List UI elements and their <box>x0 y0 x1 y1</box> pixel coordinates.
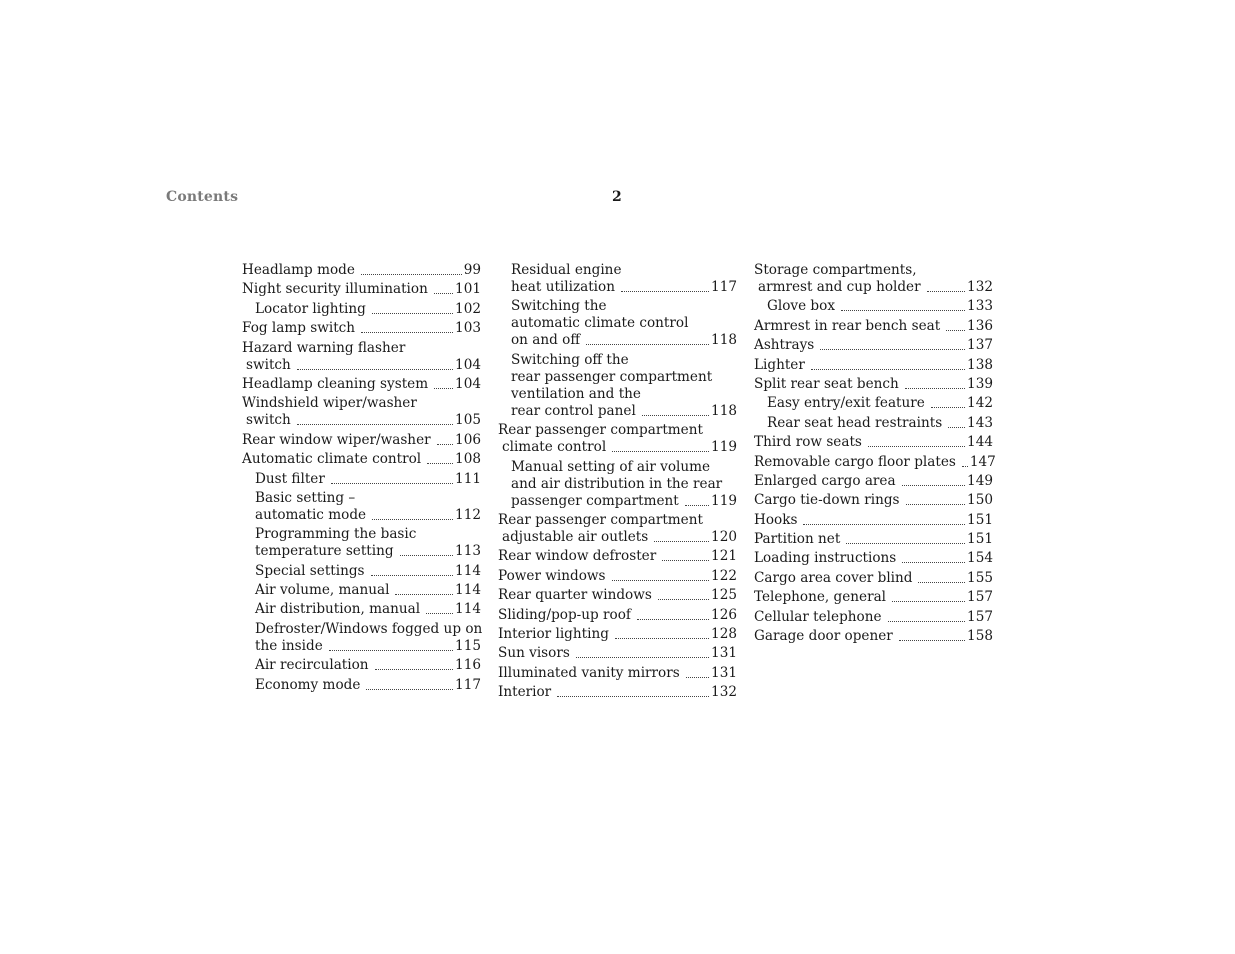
toc-entry <box>754 609 993 626</box>
toc-entry <box>754 492 993 509</box>
dot-leader <box>946 330 965 331</box>
toc-entry-page: 116 <box>455 657 481 674</box>
toc-entry-title: Storage compartments, <box>754 262 917 278</box>
toc-entry <box>242 563 481 580</box>
toc-entry-page: 147 <box>969 453 996 470</box>
toc-entry-title: Dust filter <box>255 470 325 487</box>
toc-entry-page: 142 <box>967 395 993 412</box>
toc-entry-page: 105 <box>455 412 481 429</box>
toc-entry-line <box>511 279 737 296</box>
toc-entry-line <box>255 621 481 638</box>
toc-entry-title: rear passenger compartment <box>511 368 713 385</box>
toc-entry-title: Fog lamp switch <box>242 320 356 337</box>
dot-leader <box>662 560 709 561</box>
toc-entry-line <box>754 531 993 548</box>
toc-entry-line <box>511 262 737 279</box>
dot-leader <box>400 555 453 556</box>
toc-entry <box>498 684 737 701</box>
toc-entry <box>242 262 481 279</box>
toc-entry-title: passenger compartment <box>511 492 679 509</box>
toc-entry-title: Sun visors <box>498 645 570 662</box>
toc-entry-line <box>511 298 737 315</box>
dot-leader <box>426 613 453 614</box>
toc-entry-title: Power windows <box>498 567 606 584</box>
dot-leader <box>948 427 965 428</box>
toc-entry-line <box>498 512 737 529</box>
toc-entry-title: rear control panel <box>511 402 636 419</box>
toc-entry-page: 119 <box>711 439 737 456</box>
toc-entry-page: 143 <box>967 414 993 431</box>
toc-entry-title: switch <box>246 356 291 373</box>
toc-entry-title: Night security illumination <box>242 281 428 298</box>
toc-entry-page: 131 <box>711 645 737 662</box>
toc-entry-title: Sliding/pop-up roof <box>498 606 631 623</box>
toc-entry-page: 117 <box>711 279 737 295</box>
toc-entry <box>242 320 481 337</box>
toc-entry-line <box>511 386 737 403</box>
toc-entry <box>754 550 993 567</box>
toc-entry-page: 133 <box>967 298 993 315</box>
toc-entry-page: 114 <box>455 601 481 618</box>
toc-entry-line <box>242 357 481 374</box>
toc-entry-title: Illuminated vanity mirrors <box>498 664 680 681</box>
toc-entry-title: automatic mode <box>255 506 367 523</box>
toc-entry-page: 126 <box>711 606 737 623</box>
toc-entry-line <box>767 415 993 432</box>
page-number: 2 <box>612 189 622 205</box>
toc-entry-line <box>242 320 481 337</box>
toc-entry-page: 125 <box>711 587 737 604</box>
toc-entry-title: Switching the <box>511 298 607 315</box>
toc-entry-page: 113 <box>455 543 481 560</box>
toc-entry-page: 149 <box>967 472 993 489</box>
toc-entry-title: Air distribution, manual <box>255 601 421 618</box>
toc-entry-line <box>754 357 993 374</box>
dot-leader <box>395 594 453 595</box>
toc-entry <box>754 512 993 529</box>
toc-entry-title: Defroster/Windows fogged up on <box>255 620 483 637</box>
dot-leader <box>366 689 453 690</box>
toc-entry-title: Rear seat head restraints <box>767 414 943 431</box>
toc-entry-page: 128 <box>711 625 737 642</box>
toc-entry <box>754 262 993 296</box>
toc-entry-line <box>754 318 993 335</box>
dot-leader <box>642 415 709 416</box>
toc-entry-page: 112 <box>455 506 481 523</box>
toc-entry-line <box>255 526 481 543</box>
dot-leader <box>902 485 965 486</box>
dot-leader <box>927 291 965 292</box>
toc-entry-line <box>754 434 993 451</box>
toc-entry-page: 119 <box>711 492 737 509</box>
dot-leader <box>637 619 709 620</box>
toc-entry-page: 106 <box>455 431 481 448</box>
toc-entry-page: 138 <box>967 356 993 373</box>
dot-leader <box>375 669 453 670</box>
toc-entry-title: Manual setting of air volume <box>511 458 711 475</box>
toc-entry-title: automatic climate control <box>511 315 689 332</box>
toc-entry-title: Switching off the <box>511 351 629 368</box>
dot-leader <box>811 369 965 370</box>
dot-leader <box>902 562 965 563</box>
toc-entry-line <box>498 684 737 701</box>
toc-entry-title: the inside <box>255 637 323 654</box>
toc-entry-title: Special settings <box>255 562 365 579</box>
toc-entry-title: Hooks <box>754 511 798 528</box>
toc-entry-page: 114 <box>455 582 481 599</box>
toc-entry-line <box>754 628 993 645</box>
toc-entry-line <box>511 476 737 493</box>
toc-entry <box>754 318 993 335</box>
toc-entry <box>498 665 737 682</box>
toc-entry-title: Rear window defroster <box>498 548 657 565</box>
toc-entry <box>498 422 737 456</box>
toc-entry-title: temperature setting <box>255 543 394 560</box>
toc-entry-page: 158 <box>967 628 993 645</box>
dot-leader <box>905 388 965 389</box>
toc-entry <box>242 376 481 393</box>
dot-leader <box>906 504 966 505</box>
toc-entry-page: 136 <box>967 317 993 334</box>
toc-entry-page: 132 <box>967 279 993 295</box>
toc-entry-page: 104 <box>455 356 481 373</box>
dot-leader <box>586 344 709 345</box>
toc-entry-line <box>255 601 481 618</box>
toc-entry-title: Lighter <box>754 356 805 373</box>
toc-entry <box>498 459 737 510</box>
toc-entry <box>754 415 993 432</box>
toc-entry-line <box>242 451 481 468</box>
dot-leader <box>962 466 968 467</box>
toc-entry-title: Loading instructions <box>754 550 897 567</box>
toc-entry-title: Enlarged cargo area <box>754 472 896 489</box>
toc-entry-title: Third row seats <box>754 434 862 451</box>
toc-entry <box>242 340 481 374</box>
toc-entry-page: 154 <box>967 550 993 567</box>
dot-leader <box>361 332 453 333</box>
toc-entry-title: Locator lighting <box>255 300 366 317</box>
toc-entry-title: on and off <box>511 332 580 349</box>
toc-entry <box>498 352 737 420</box>
dot-leader <box>931 407 965 408</box>
toc-entry <box>754 453 996 471</box>
toc-entry-title: Rear quarter windows <box>498 587 652 604</box>
toc-column-1 <box>242 262 481 696</box>
toc-entry <box>242 395 481 429</box>
toc-entry-title: and air distribution in the rear <box>511 475 723 492</box>
toc-entry-page: 155 <box>967 569 993 586</box>
toc-entry-page: 150 <box>967 492 993 509</box>
toc-entry <box>242 432 481 449</box>
toc-entry-page: 111 <box>455 470 481 487</box>
toc-entry-page: 118 <box>711 402 737 419</box>
toc-entry-title: Removable cargo floor plates <box>754 453 956 470</box>
toc-entry-page: 115 <box>455 637 481 654</box>
toc-entry-page: 118 <box>711 332 737 349</box>
toc-entry-title: ventilation and the <box>511 385 641 402</box>
toc-entry-page: 99 <box>463 262 481 278</box>
toc-entry-page: 121 <box>711 548 737 565</box>
toc-entry <box>242 490 481 524</box>
toc-entry <box>754 395 993 412</box>
toc-entry-line <box>242 395 481 412</box>
toc-entry <box>242 281 481 298</box>
toc-entry-line <box>498 665 737 682</box>
toc-entry-title: Rear window wiper/washer <box>242 431 431 448</box>
toc-entry-line <box>255 507 481 524</box>
dot-leader <box>803 524 965 525</box>
toc-entry-page: 157 <box>967 608 993 625</box>
dot-leader <box>888 621 966 622</box>
toc-entry-line <box>498 645 737 662</box>
dot-leader <box>297 424 453 425</box>
toc-entry-page: 101 <box>455 281 481 298</box>
toc-entry-page: 151 <box>967 511 993 528</box>
dot-leader <box>612 451 709 452</box>
dot-leader <box>437 444 453 445</box>
toc-entry-line <box>498 626 737 643</box>
dot-leader <box>557 696 709 697</box>
dot-leader <box>846 543 965 544</box>
dot-leader <box>621 291 709 292</box>
dot-leader <box>899 640 965 641</box>
toc-entry <box>498 512 737 546</box>
dot-leader <box>918 582 965 583</box>
toc-entry-line <box>498 529 737 546</box>
toc-entry <box>754 357 993 374</box>
toc-entry-title: Rear passenger compartment <box>498 511 703 528</box>
toc-entry-line <box>511 369 737 386</box>
toc-entry <box>754 589 993 606</box>
toc-entry <box>754 337 993 354</box>
toc-entry-line <box>498 607 737 624</box>
toc-entry <box>498 568 737 585</box>
toc-entry-title: switch <box>246 412 291 429</box>
dot-leader <box>654 541 709 542</box>
dot-leader <box>329 650 453 651</box>
toc-entry-line <box>754 550 993 567</box>
toc-entry <box>242 582 481 599</box>
toc-entry-title: Cargo area cover blind <box>754 569 913 586</box>
toc-entry-title: Economy mode <box>255 676 361 693</box>
toc-entry-line <box>767 395 993 412</box>
toc-entry-line <box>511 352 737 369</box>
toc-entry <box>498 587 737 604</box>
toc-entry-title: Air volume, manual <box>255 582 390 599</box>
toc-entry-title: Cellular telephone <box>754 608 882 625</box>
dot-leader <box>297 369 453 370</box>
toc-entry <box>242 657 481 674</box>
toc-entry-title: Partition net <box>754 531 841 548</box>
toc-entry-title: adjustable air outlets <box>502 528 649 545</box>
toc-entry-line <box>242 432 481 449</box>
toc-entry <box>754 628 993 645</box>
toc-entry-page: 151 <box>967 531 993 548</box>
toc-entry-line <box>498 422 737 439</box>
section-title: Contents <box>166 189 239 205</box>
dot-leader <box>841 310 965 311</box>
toc-entry-title: Headlamp mode <box>242 262 355 278</box>
toc-entry-page: 117 <box>455 676 481 693</box>
toc-entry <box>242 451 481 468</box>
toc-entry-title: Telephone, general <box>754 589 887 606</box>
toc-entry-page: 137 <box>967 337 993 354</box>
toc-entry-title: Split rear seat bench <box>754 375 899 392</box>
toc-entry <box>498 607 737 624</box>
toc-entry-line <box>242 281 481 298</box>
toc-entry-line <box>242 412 481 429</box>
toc-entry-title: Armrest in rear bench seat <box>754 317 941 334</box>
toc-entry-page: 131 <box>711 664 737 681</box>
toc-entry-title: Easy entry/exit feature <box>767 395 925 412</box>
dot-leader <box>612 580 710 581</box>
toc-entry-title: Basic setting – <box>255 489 356 506</box>
toc-entry-page: 103 <box>455 320 481 337</box>
dot-leader <box>361 274 462 275</box>
dot-leader <box>820 349 965 350</box>
toc-entry-line <box>754 512 993 529</box>
toc-entry <box>498 626 737 643</box>
toc-entry-line <box>511 403 737 420</box>
toc-entry-page: 102 <box>455 300 481 317</box>
toc-entry <box>242 677 481 694</box>
toc-entry-line <box>498 439 737 456</box>
toc-entry <box>754 376 993 393</box>
toc-entry-page: 120 <box>711 528 737 545</box>
toc-entry-line <box>754 609 993 626</box>
toc-entry-line <box>255 657 481 674</box>
toc-entry-line <box>255 677 481 694</box>
toc-entry-page: 104 <box>455 375 481 392</box>
toc-entry-line <box>767 298 993 315</box>
dot-leader <box>892 601 965 602</box>
toc-entry <box>498 548 737 565</box>
dot-leader <box>427 463 453 464</box>
toc-entry <box>498 645 737 662</box>
toc-entry-title: heat utilization <box>511 279 615 295</box>
dot-leader <box>372 313 453 314</box>
dot-leader <box>434 388 453 389</box>
toc-entry-title: Automatic climate control <box>242 451 422 468</box>
dot-leader <box>371 575 454 576</box>
toc-entry-line <box>498 548 737 565</box>
toc-column-3 <box>754 262 996 647</box>
dot-leader <box>658 599 709 600</box>
toc-entry <box>242 301 481 318</box>
dot-leader <box>868 446 965 447</box>
toc-entry-line <box>255 582 481 599</box>
toc-entry-title: Hazard warning flasher <box>242 339 406 356</box>
toc-entry <box>754 298 993 315</box>
toc-entry-line <box>255 301 481 318</box>
toc-entry-line <box>511 315 737 332</box>
toc-entry-page: 114 <box>455 562 481 579</box>
toc-entry <box>498 262 737 296</box>
toc-entry-line <box>255 543 481 560</box>
dot-leader <box>372 519 453 520</box>
toc-column-2 <box>498 262 737 703</box>
toc-entry-line <box>754 473 993 490</box>
toc-entry-line <box>754 589 993 606</box>
dot-leader <box>331 483 453 484</box>
toc-entry <box>754 473 993 490</box>
toc-entry-line <box>255 471 481 488</box>
toc-entry-title: Residual engine <box>511 262 622 278</box>
toc-entry-title: climate control <box>502 439 607 456</box>
toc-entry-line <box>498 568 737 585</box>
toc-entry-page: 108 <box>455 451 481 468</box>
toc-entry <box>754 570 993 587</box>
toc-entry-line <box>754 279 993 296</box>
toc-entry-title: Cargo tie-down rings <box>754 492 900 509</box>
toc-entry-line <box>255 638 481 655</box>
toc-entry-page: 122 <box>711 567 737 584</box>
toc-entry-line <box>242 376 481 393</box>
toc-entry-line <box>754 492 993 509</box>
toc-entry-title: Ashtrays <box>754 337 815 354</box>
toc-entry-title: Windshield wiper/washer <box>242 395 417 412</box>
toc-entry-line <box>754 453 996 471</box>
dot-leader <box>615 638 709 639</box>
toc-entry-title: Interior lighting <box>498 625 609 642</box>
toc-entry <box>242 471 481 488</box>
toc-entry <box>754 434 993 451</box>
toc-entry <box>242 621 481 655</box>
toc-entry-line <box>511 493 737 510</box>
toc-entry-line <box>255 563 481 580</box>
toc-entry-line <box>255 490 481 507</box>
toc-entry-page: 132 <box>711 684 737 701</box>
toc-entry-line <box>242 262 481 279</box>
toc-entry-title: Garage door opener <box>754 628 893 645</box>
toc-entry-title: Glove box <box>767 298 835 315</box>
dot-leader <box>576 657 709 658</box>
toc-entry-line <box>754 337 993 354</box>
toc-entry <box>242 601 481 618</box>
toc-entry <box>242 526 481 560</box>
toc-entry-page: 157 <box>967 589 993 606</box>
toc-entry-line <box>511 332 737 349</box>
toc-entry <box>498 298 737 349</box>
toc-entry-line <box>242 340 481 357</box>
toc-entry-page: 139 <box>967 375 993 392</box>
toc-entry <box>754 531 993 548</box>
toc-entry-page: 144 <box>967 434 993 451</box>
dot-leader <box>434 293 453 294</box>
dot-leader <box>686 677 709 678</box>
dot-leader <box>685 505 709 506</box>
toc-entry-line <box>754 376 993 393</box>
toc-entry-title: Rear passenger compartment <box>498 422 703 439</box>
toc-entry-title: armrest and cup holder <box>758 279 921 295</box>
toc-entry-title: Headlamp cleaning system <box>242 375 429 392</box>
toc-entry-line <box>754 570 993 587</box>
toc-entry-line <box>498 587 737 604</box>
toc-entry-line <box>511 459 737 476</box>
toc-entry-title: Interior <box>498 684 552 701</box>
toc-entry-title: Air recirculation <box>255 657 369 674</box>
toc-entry-title: Programming the basic <box>255 526 417 543</box>
toc-entry-line <box>754 262 993 279</box>
